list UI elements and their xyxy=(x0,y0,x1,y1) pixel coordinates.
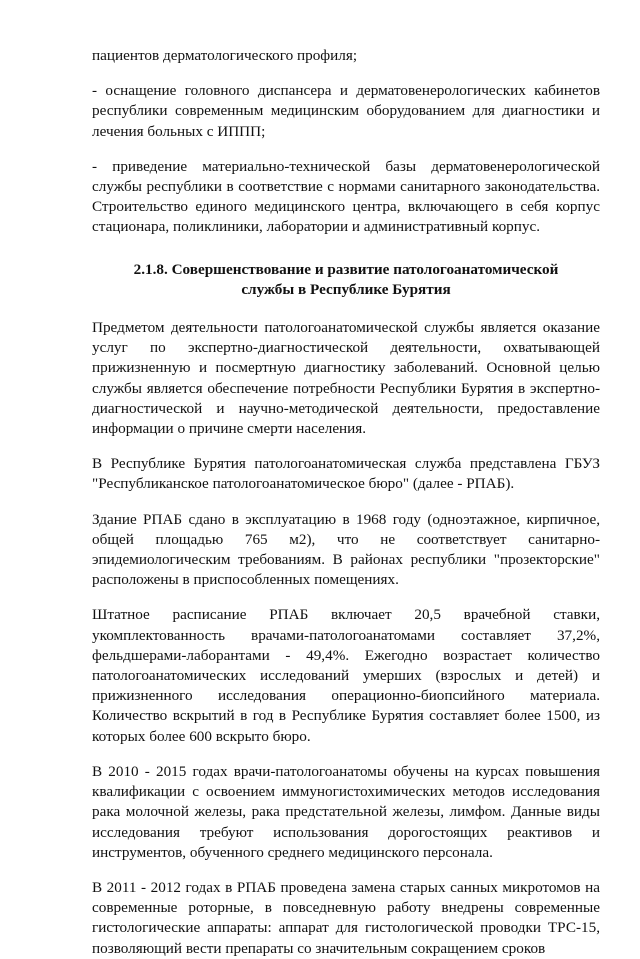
paragraph: - приведение материально-технической базы дерматовенерологической службы республики в соответствие с нормами санитарного законодательства. Строительство единого медицинского центра, включающего в себя корпус стационара, поликлиники, лаборатории и административный корпус. xyxy=(92,157,600,236)
paragraph: В Республике Бурятия патологоанатомическая служба представлена ГБУЗ "Республиканское патологоанатомическое бюро" (далее - РПАБ). xyxy=(92,455,600,493)
paragraph: В 2011 - 2012 годах в РПАБ проведена замена старых санных микротомов на современные роторные, в повседневную работу внедрены современные гистологические аппараты: аппарат для гистологической проводки ТРС-15, позволяющий вести препараты со значительным сокращением сроков xyxy=(92,878,600,957)
paragraph: пациентов дерматологического профиля; xyxy=(92,47,358,64)
paragraph: Штатное расписание РПАБ включает 20,5 врачебной ставки, укомплектованность врачами-патологоанатомами составляет 37,2%, фельдшерами-лаборантами - 49,4%. Ежегодно возрастает количество патологоанатомических исследований умерших (взрослых и детей) и прижизненного исследования операционно-биопсийного материала. Количество вскрытий в год в Республике Бурятия составляет более 1500, из которых более 600 вскрыто бюро. xyxy=(92,606,600,745)
paragraph: Предметом деятельности патологоанатомической службы является оказание услуг по экспертно-диагностической деятельности, охватывающей прижизненную и посмертную диагностику заболеваний. Основной целью службы является обеспечение потребности Республики Бурятия в экспертно-диагностической и научно-методической деятельности, предоставление информации о причине смерти населения. xyxy=(92,319,600,438)
section-heading-line: 2.1.8. Совершенствование и развитие патологоанатомической xyxy=(133,260,559,278)
paragraph: Здание РПАБ сдано в эксплуатацию в 1968 году (одноэтажное, кирпичное, общей площадью 765 м2), что не соответствует санитарно-эпидемиологическим требованиям. В районах республики "прозекторские" расположены в приспособленных помещениях. xyxy=(92,510,600,589)
paragraph: В 2010 - 2015 годах врачи-патологоанатомы обучены на курсах повышения квалификации с освоением иммуногистохимических методов исследования рака молочной железы, рака предстательной железы, лимфом. Данные виды исследования требуют использования дорогостоящих реактивов и инструментов, обученного среднего медицинского персонала. xyxy=(92,762,600,861)
section-heading-line: службы в Республике Бурятия xyxy=(241,280,451,298)
section-heading xyxy=(92,260,600,300)
paragraph: - оснащение головного диспансера и дерматовенерологических кабинетов республики современным медицинским оборудованием для диагностики и лечения больных с ИППП; xyxy=(92,82,600,140)
